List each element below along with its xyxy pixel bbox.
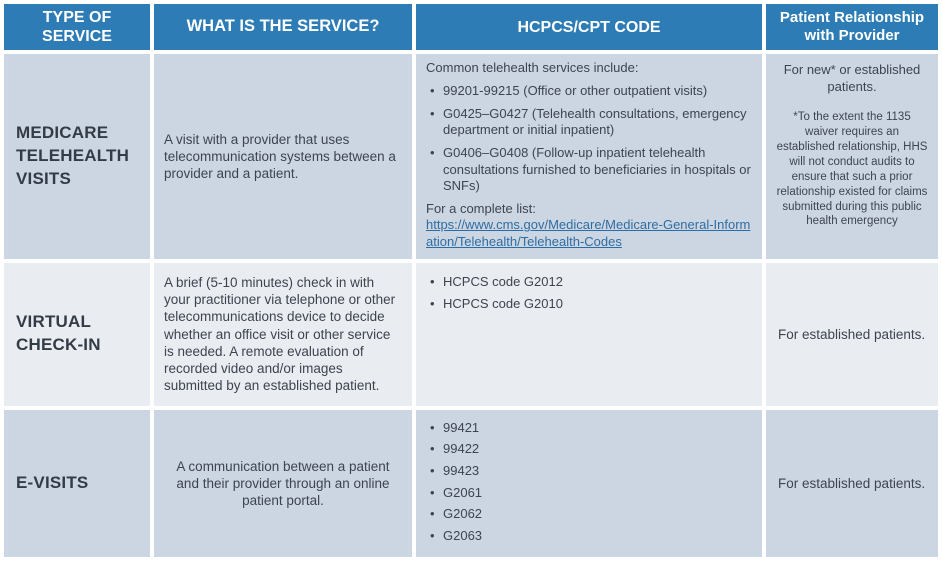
relationship-text: For established patients. bbox=[778, 475, 926, 491]
header-type-of-service: TYPE OF SERVICE bbox=[4, 4, 150, 50]
code-item bbox=[426, 145, 752, 195]
code-item bbox=[426, 274, 752, 291]
code-item-text: G2062 bbox=[443, 506, 483, 522]
service-description-text: A communication between a patient and their provider through an online patient portal. bbox=[176, 458, 390, 509]
code-item-text: 99421 bbox=[443, 419, 480, 435]
code-item bbox=[426, 106, 752, 139]
code-item-text: HCPCS code G2012 bbox=[443, 273, 563, 289]
code-item bbox=[426, 296, 752, 313]
relationship-note: *To the extent the 1135 waiver requires an established relationship, HHS will not conduct audits to ensure that such a prior relationship existed for claims submitted during this public health emergency bbox=[776, 110, 928, 228]
code-item bbox=[426, 83, 752, 100]
code-item-text: HCPCS code G2010 bbox=[443, 296, 563, 312]
hcpcs-codes-cell bbox=[416, 410, 762, 557]
code-item-text: G2063 bbox=[443, 527, 483, 543]
service-description-cell bbox=[154, 263, 412, 406]
service-description-cell bbox=[154, 410, 412, 557]
code-item bbox=[426, 463, 752, 480]
code-item-text: G0425–G0427 (Telehealth consultations, emergency department or initial inpatient) bbox=[443, 105, 747, 138]
codes-list bbox=[426, 420, 752, 545]
table-row-medicare-telehealth-visits bbox=[4, 54, 938, 258]
codes-list bbox=[426, 83, 752, 195]
header-patient-relationship: Patient Relationship with Provider bbox=[766, 4, 938, 50]
code-item bbox=[426, 506, 752, 523]
codes-intro-text: Common telehealth services include: bbox=[426, 60, 639, 76]
telehealth-codes-link[interactable]: https://www.cms.gov/Medicare/Medicare-General-Information/Telehealth/Telehealth-Codes bbox=[426, 217, 751, 249]
table-row-virtual-check-in bbox=[4, 263, 938, 406]
header-what-is-the-service: WHAT IS THE SERVICE? bbox=[154, 4, 412, 50]
service-description-text: A brief (5-10 minutes) check in with your practitioner via telephone or other telecommunications device to decide whether an office visit or other service is needed. A remote evaluation of recorded video and/or images submitted by an established patient. bbox=[164, 274, 396, 394]
code-item-text: 99201-99215 (Office or other outpatient visits) bbox=[443, 83, 708, 98]
code-item bbox=[426, 528, 752, 545]
codes-list bbox=[426, 274, 752, 313]
service-type-label: MEDICARE TELEHEALTH VISITS bbox=[16, 123, 130, 188]
code-item bbox=[426, 420, 752, 437]
service-type-cell bbox=[4, 263, 150, 406]
relationship-text: For established patients. bbox=[778, 326, 926, 342]
code-item-text: 99422 bbox=[443, 441, 480, 457]
patient-relationship-cell bbox=[766, 263, 938, 406]
hcpcs-codes-cell bbox=[416, 263, 762, 406]
patient-relationship-cell bbox=[766, 54, 938, 258]
hcpcs-codes-cell bbox=[416, 54, 762, 258]
complete-list-block bbox=[426, 201, 752, 251]
code-item bbox=[426, 485, 752, 502]
service-type-label: E-VISITS bbox=[16, 472, 89, 492]
service-type-cell bbox=[4, 54, 150, 258]
service-type-cell bbox=[4, 410, 150, 557]
service-description-text: A visit with a provider that uses telecommunication systems between a provider and a patient. bbox=[164, 131, 396, 182]
code-item-text: 99423 bbox=[443, 463, 480, 479]
header-row bbox=[4, 4, 938, 50]
code-item-text: G0406–G0408 (Follow-up inpatient telehealth consultations furnished to beneficiaries in hospitals or SNFs) bbox=[443, 144, 751, 194]
header-hcpcs-cpt-code: HCPCS/CPT CODE bbox=[416, 4, 762, 50]
code-item bbox=[426, 441, 752, 458]
service-type-label: VIRTUAL CHECK-IN bbox=[16, 312, 101, 355]
table-row-e-visits bbox=[4, 410, 938, 557]
relationship-text: For new* or established patients. bbox=[783, 62, 921, 94]
service-description-cell bbox=[154, 54, 412, 258]
patient-relationship-cell bbox=[766, 410, 938, 557]
code-item-text: G2061 bbox=[443, 484, 483, 500]
complete-list-label: For a complete list: bbox=[426, 200, 536, 216]
